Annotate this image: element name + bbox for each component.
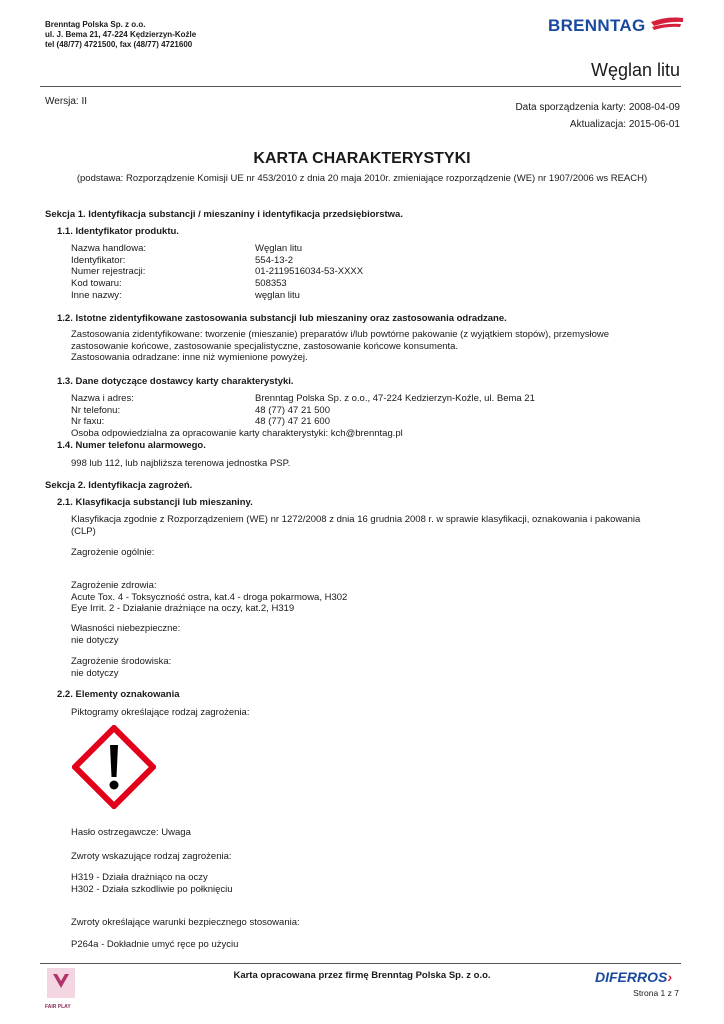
product-row (71, 278, 363, 290)
product-row (71, 255, 363, 267)
precaution-phrase: P264a - Dokładnie umyć ręce po użyciu (71, 939, 239, 950)
company-phone: tel (48/77) 4721500, fax (48/77) 4721600 (45, 40, 193, 49)
product-key: Nazwa handlowa: (71, 243, 146, 254)
section2-heading: Sekcja 2. Identyfikacja zagrożeń. (45, 480, 193, 491)
company-name: Brenntag Polska Sp. z o.o. (45, 20, 146, 29)
pictograms-label: Piktogramy określające rodzaj zagrożenia: (71, 707, 250, 718)
clp-line: Klasyfikacja zgodnie z Rozporządzeniem (WE) nr 1272/2008 z dnia 16 grudnia 2008 r. w sprawie klasyfikacji, oznakowania i pakowania (71, 514, 641, 525)
uses-text (71, 329, 609, 364)
product-value: 554-13-2 (255, 254, 294, 266)
product-value: 508353 (255, 278, 287, 290)
hazard-phrases (71, 872, 233, 895)
supplier-row (71, 405, 535, 417)
dates-block (515, 99, 680, 133)
uses-line: Zastosowania odradzane: inne niż wymienione powyżej. (71, 352, 308, 364)
header-divider (40, 86, 681, 87)
clp-text (71, 514, 640, 537)
updated-date: Aktualizacja: 2015-06-01 (569, 119, 680, 130)
signal-word: Hasło ostrzegawcze: Uwaga (71, 827, 191, 838)
environment-hazard-value: nie dotyczy (71, 667, 119, 679)
supplier-key: Nr telefonu: (71, 404, 121, 416)
supplier-value: 48 (77) 47 21 600 (255, 416, 331, 428)
product-row (71, 266, 363, 278)
product-value: 01-2119516034-53-XXXX (255, 266, 364, 278)
physical-hazard-label: Własności niebezpieczne: (71, 623, 181, 634)
section1-4-heading: 1.4. Numer telefonu alarmowego. (57, 440, 206, 451)
company-address (45, 20, 196, 50)
fair-play-label: FAIR PLAY (45, 1004, 71, 1010)
product-value: węglan litu (255, 289, 300, 301)
general-hazard-label: Zagrożenie ogólnie: (71, 547, 155, 558)
section1-heading: Sekcja 1. Identyfikacja substancji / mieszaniny i identyfikacja przedsiębiorstwa. (45, 209, 403, 220)
supplier-value: 48 (77) 47 21 500 (255, 404, 331, 416)
brenntag-swoosh-icon (548, 14, 683, 38)
section2-1-heading: 2.1. Klasyfikacja substancji lub mieszaniny. (57, 497, 253, 508)
hazard-phrase: H319 - Działa drażniąco na oczy (71, 872, 208, 883)
product-key: Numer rejestracji: (71, 266, 146, 278)
document-title: KARTA CHARAKTERYSTYKI (253, 150, 471, 167)
brenntag-logo-text: BRENNTAG (548, 16, 646, 35)
supplier-details (71, 393, 535, 440)
company-street: ul. J. Bema 21, 47-224 Kędzierzyn-Koźle (45, 30, 197, 39)
footer-divider (40, 963, 681, 964)
section2-2-heading: 2.2. Elementy oznakowania (57, 689, 180, 700)
legal-basis: (podstawa: Rozporządzenie Komisji UE nr 453/2010 z dnia 20 maja 2010r. zmieniające rozporządzenie (WE) nr 1907/2006 ws REACH) (76, 173, 648, 184)
emergency-number: 998 lub 112, lub najbliższa terenowa jednostka PSP. (71, 458, 291, 469)
physical-hazard (71, 623, 180, 646)
section1-3-heading: 1.3. Dane dotyczące dostawcy karty charakterystyki. (57, 376, 294, 387)
brenntag-logo (548, 14, 683, 38)
environment-hazard (71, 656, 171, 679)
footer-text: Karta opracowana przez firmę Brenntag Polska Sp. z o.o. (233, 970, 491, 981)
health-hazard (71, 580, 347, 615)
health-hazard-label: Zagrożenie zdrowia: (71, 580, 157, 591)
section1-1-heading: 1.1. Identyfikator produktu. (57, 226, 179, 237)
responsible-person: Osoba odpowiedzialna za opracowanie karty charakterystyki: kch@brenntag.pl (71, 428, 403, 440)
supplier-row (71, 416, 535, 428)
physical-hazard-value: nie dotyczy (71, 634, 119, 646)
uses-line: Zastosowania zidentyfikowane: tworzenie (mieszanie) preparatów i/lub powtórne pakowanie (z wyjątkiem stopów), przemysłowe (71, 329, 610, 340)
diferros-arrow-icon: › (667, 969, 673, 985)
health-hazard-line: Eye Irrit. 2 - Działanie drażniące na oczy, kat.2, H319 (71, 603, 295, 615)
clp-line: (CLP) (71, 525, 96, 537)
hazard-phrase: H302 - Działa szkodliwie po połknięciu (71, 883, 233, 895)
version-label: Wersja: II (45, 96, 88, 107)
created-date: Data sporządzenia karty: 2008-04-09 (515, 102, 680, 113)
product-key: Inne nazwy: (71, 289, 122, 301)
product-row (71, 243, 363, 255)
product-value: Węglan litu (255, 243, 302, 254)
section1-2-heading: 1.2. Istotne zidentyfikowane zastosowania substancji lub mieszaniny oraz zastosowania odradzane. (57, 313, 507, 324)
substance-title: Węglan litu (590, 60, 680, 80)
diferros-logo-text: DIFERROS (595, 969, 668, 985)
ghs-exclamation-pictogram-icon (72, 725, 156, 809)
product-row (71, 290, 363, 302)
supplier-row (71, 393, 535, 405)
precaution-label: Zwroty określające warunki bezpiecznego stosowania: (71, 917, 300, 928)
environment-hazard-label: Zagrożenie środowiska: (71, 656, 172, 667)
supplier-key: Nazwa i adres: (71, 393, 134, 404)
health-hazard-line: Acute Tox. 4 - Toksyczność ostra, kat.4 - droga pokarmowa, H302 (71, 591, 348, 603)
product-identifiers (71, 243, 363, 302)
diferros-logo (595, 969, 672, 985)
hazard-phrases-label: Zwroty wskazujące rodzaj zagrożenia: (71, 851, 232, 862)
supplier-key: Nr faxu: (71, 416, 105, 428)
uses-line: zastosowanie końcowe, zastosowanie specjalistyczne, zastosowanie końcowe konsumenta. (71, 340, 459, 352)
product-key: Identyfikator: (71, 254, 126, 266)
supplier-value: Brenntag Polska Sp. z o.o., 47-224 Kedzierzyn-Koźle, ul. Bema 21 (255, 393, 535, 404)
product-key: Kod towaru: (71, 278, 122, 290)
page-number: Strona 1 z 7 (633, 988, 679, 998)
